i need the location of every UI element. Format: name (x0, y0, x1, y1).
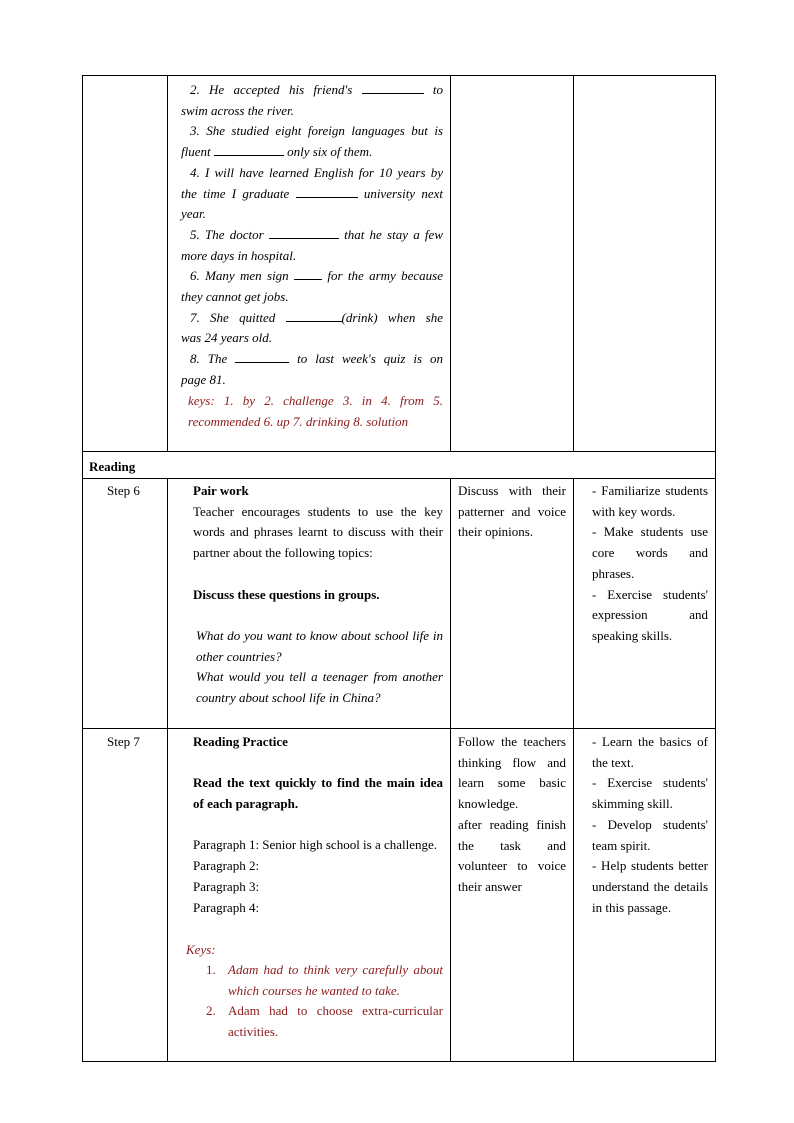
exercise-7: 7. She quitted (drink) when she was 24 years old. (181, 309, 443, 346)
step6-purpose-1: - Familiarize students with key words. (592, 483, 708, 519)
step7-student-activity (458, 732, 566, 898)
exercise-2: 2. He accepted his friend's to swim across the river. (181, 82, 443, 118)
step6-purpose-3: - Exercise students' expression and speaking skills. (592, 586, 708, 643)
step7-purpose-3: - Develop students' team spirit. (592, 816, 708, 853)
exercise-4: 4. I will have learned English for 10 years by the time I graduate university next year. (181, 164, 443, 222)
step6-task: Discuss these questions in groups. (193, 586, 380, 602)
table-border-row3 (82, 728, 716, 729)
step7-task: Read the text quickly to find the main idea of each paragraph. (193, 775, 443, 812)
table-border-top (82, 75, 716, 76)
exercise-list (181, 80, 443, 391)
section-header-reading: Reading (89, 459, 136, 474)
step7-keys-list (206, 960, 443, 1043)
step6-title: Pair work (193, 483, 249, 498)
step6-intro: Teacher encourages students to use the key words and phrases learnt to discuss with their partner about the following topics: (193, 503, 443, 561)
step7-student-activity-2: after reading finish the task and volunteer to voice their answer (458, 816, 566, 894)
exercise-5: 5. The doctor that he stay a few more days in hospital. (181, 226, 443, 263)
col-divider-2b (450, 478, 451, 1062)
step6-student-activity: Discuss with their patterner and voice their opinions. (458, 483, 566, 540)
step7-purpose-1: - Learn the basics of the text. (592, 734, 708, 770)
step6-question-1: What do you want to know about school life in other countries? (196, 627, 443, 664)
table-border-right (715, 75, 716, 1062)
step6-label: Step 6 (107, 483, 140, 498)
step7-content (193, 732, 443, 918)
table-border-bottom (82, 1061, 716, 1062)
col-divider-3b (573, 478, 574, 1062)
col-divider-1a (167, 75, 168, 452)
step7-key-1: 1. Adam had to think very carefully about which courses he wanted to take. (206, 962, 443, 998)
step6-purposes (581, 481, 708, 647)
step7-paragraph-2: Paragraph 2: (193, 858, 260, 874)
step7-keys-label: Keys: (186, 942, 216, 957)
exercise-keys-text: keys: 1. by 2. challenge 3. in 4. from 5. recommended 6. up 7. drinking 8. solution (188, 393, 443, 429)
exercise-3: 3. She studied eight foreign languages but is fluent only six of them. (181, 123, 443, 160)
step7-purpose-2: - Exercise students' skimming skill. (592, 775, 708, 812)
exercise-6: 6. Many men sign for the army because they cannot get jobs. (181, 268, 443, 305)
table-border-left (82, 75, 83, 1062)
exercise-8: 8. The to last week's quiz is on page 81. (181, 351, 443, 387)
step7-purposes (581, 732, 708, 918)
step7-label: Step 7 (107, 734, 140, 749)
step7-student-activity-1: Follow the teachers thinking flow and learn some basic knowledge. (458, 734, 566, 812)
step6-content (193, 481, 443, 709)
exercise-keys (188, 391, 443, 432)
step7-key-2: 2. Adam had to choose extra-curricular activities. (206, 1003, 443, 1040)
step6-question-2: What would you tell a teenager from another country about school life in China? (196, 669, 443, 705)
step7-paragraph-4: Paragraph 4: (193, 899, 260, 915)
table-border-row2 (82, 478, 716, 479)
col-divider-2a (450, 75, 451, 452)
col-divider-3a (573, 75, 574, 452)
table-border-row1 (82, 451, 716, 452)
step7-paragraph-1: Paragraph 1: Senior high school is a challenge. (193, 837, 438, 853)
step7-title: Reading Practice (193, 734, 288, 749)
step7-paragraph-3: Paragraph 3: (193, 878, 260, 894)
step6-purpose-2: - Make students use core words and phrases. (592, 524, 708, 581)
step7-purpose-4: - Help students better understand the details in this passage. (592, 858, 708, 915)
col-divider-1b (167, 478, 168, 1062)
